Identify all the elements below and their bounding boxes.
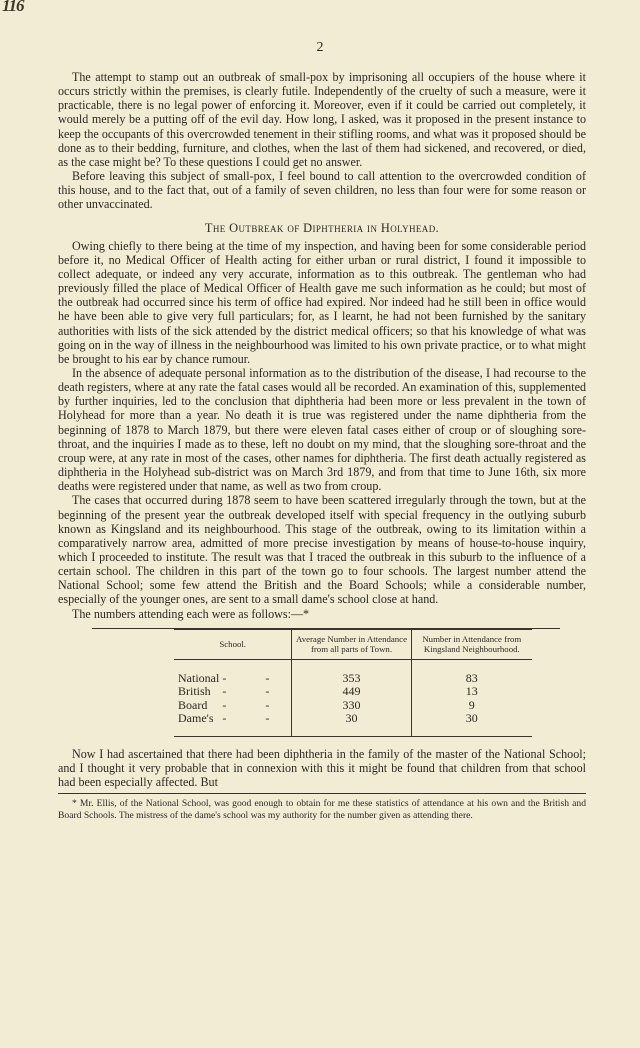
document-body: [58, 70, 586, 821]
footnote: * Mr. Ellis, of the National School, was good enough to obtain for me these statistics of attendance at his own and the British and Board Schools. The mistress of the dame's school was my authority for the number given as attending there.: [58, 798, 586, 821]
kingsland-count: 30: [411, 712, 532, 736]
dash-leader: - -: [222, 670, 288, 685]
section-title: The Outbreak of Diphtheria in Holyhead.: [204, 220, 440, 235]
kingsland-count: 9: [468, 697, 475, 712]
town-count: 353: [292, 672, 411, 686]
paragraph: Before leaving this subject of small-pox, I feel bound to call attention to the overcrowded condition of this house, and to the fact that, out of a family of seven children, no less than four were for some reason or other unvaccinated.: [58, 169, 586, 212]
paragraph: In the absence of adequate personal information as to the distribution of the disease, I had recourse to the death registers, where at any rate the fatal cases would all be recorded. An examination of this, supplemented by further inquiries, led to the conclusion that diphtheria had been more or less prevalent in the town of Holyhead for more than a year. No death it is true was registered under the name diphtheria from the beginning of 1878 to March 1879, but there were eleven fatal cases either of croup or of sloughing sore-throat, and the inquiries I made as to these, left no doubt on my mind, that the sloughing sore-throat and the croup were, at any rate in most of the cases, other names for diphtheria. The first death actually registered as diphtheria in the Holyhead sub-district was on March 3rd 1879, and from that time to June 16th, six more deaths were registered under that name, as well as two from croup.: [58, 365, 586, 494]
kingsland-count: 83: [465, 670, 478, 685]
school-name: British: [178, 684, 211, 699]
table-top-rule: [92, 628, 560, 629]
paragraph: The cases that occurred during 1878 seem to have been scattered irregularly through the town, but at the beginning of the present year the outbreak developed itself with special frequency in the outlying suburb known as Kingsland and its neighbourhood. This stage of the outbreak, owing to its limitation within a comparatively narrow area, admitted of more precise investigation by means of house-to-house inquiry, which I proceeded to institute. The result was that I traced the outbreak in this suburb to the influence of a certain school. The children in this part of the town go to four schools. The largest number attend the National School; some few attend the British and the Board Schools; while a considerable number, especially of the younger ones, are sent to a small dame's school close at hand.: [58, 493, 586, 607]
footnote-divider: [58, 793, 586, 794]
paragraph: The attempt to stamp out an outbreak of small-pox by imprisoning all occupiers of the house where it occurs strictly within the premises, is clearly futile. Independently of the cruelty of such a measure, were it practicable, there is no legal power of enforcing it. Moreover, even if it could be carried out completely, it would merely be a putting off of the evil day. How long, I asked, was it proposed in the present instance to keep the occupants of this overcrowded tenement in their stifling rooms, and what was it proposed should be done as to their bedding, furniture, and clothes, when the last of them had sickened, and recovered, or died, as the case might be? To these questions I could get no answer.: [58, 70, 586, 169]
town-count: 30: [292, 712, 411, 736]
table-row: [174, 685, 532, 699]
school-name: Dame's: [178, 711, 214, 726]
town-count: 449: [292, 685, 411, 699]
table-row: [174, 672, 532, 686]
school-name: National: [178, 670, 220, 685]
dash-leader: - -: [222, 697, 288, 712]
attendance-table-wrap: [174, 629, 532, 737]
dash-leader: - -: [222, 711, 288, 726]
table-header-town: Average Number in Attendance from all parts of Town.: [292, 629, 411, 659]
table-header-school: School.: [174, 629, 292, 659]
margin-annotation: 116: [2, 0, 24, 15]
paragraph: Now I had ascertained that there had been diphtheria in the family of the master of the National School; and I thought it very probable that in connexion with this it might be found that children from that school had been especially affected. But: [58, 746, 586, 790]
table-row: [174, 699, 532, 713]
dash-leader: - -: [222, 684, 288, 699]
attendance-table: [174, 629, 532, 737]
paragraph: The numbers attending each were as follows:—*: [72, 606, 310, 621]
paragraph: Owing chiefly to there being at the time of my inspection, and having been for some considerable period before it, no Medical Officer of Health acting for either urban or rural district, I found it impossible to collect adequate, or indeed any very accurate, information as to this outbreak. The gentleman who had previously filled the place of Medical Officer of Health gave me such information as he could; but most of the outbreak had occurred since his term of office had expired. Nor indeed had he still been in office would he have been able to give very full particulars; for, as I learnt, he had not been furnished by the sanitary authorities with lists of the sick attended by the district medical officers; so that his knowledge of what was going on in the way of illness in the neighbourhood was limited to his own private practice, or to what might be brought to his ear by chance rumour.: [58, 238, 586, 366]
table-row: [174, 712, 532, 736]
kingsland-count: 13: [465, 684, 478, 699]
town-count: 330: [292, 699, 411, 713]
school-name: Board: [178, 697, 208, 712]
table-header-kingsland: Number in Attendance from Kingsland Neighbourhood.: [411, 629, 532, 659]
page-number: 2: [316, 40, 324, 55]
